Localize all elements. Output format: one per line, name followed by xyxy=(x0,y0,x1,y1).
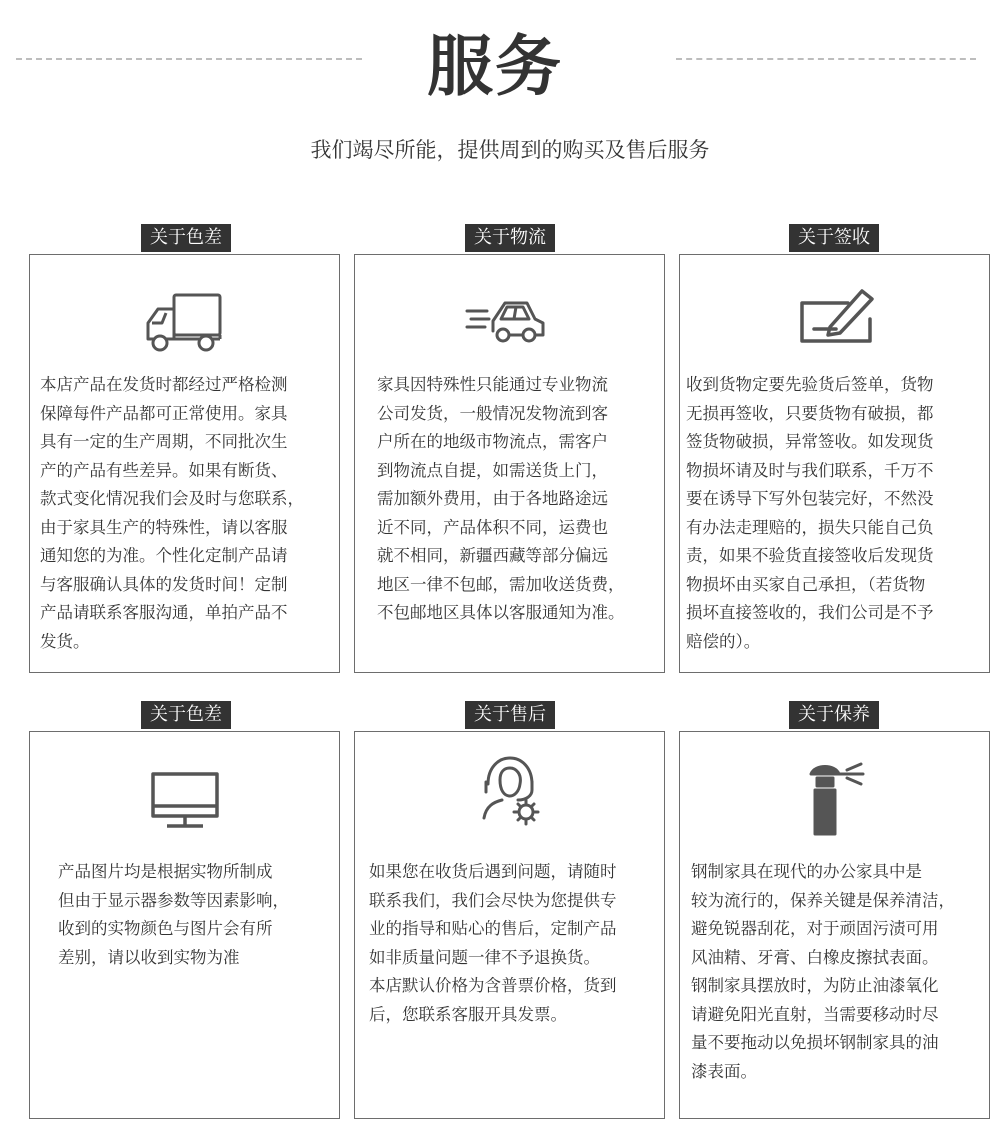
card-line: 公司发货，一般情况发物流到客 xyxy=(377,403,608,423)
card-line: 无损再签收，只要货物有破损，都 xyxy=(686,403,934,423)
spray-bottle-icon xyxy=(680,760,989,840)
card-line: 联系我们，我们会尽快为您提供专 xyxy=(369,890,617,910)
card-line: 收到的实物颜色与图片会有所 xyxy=(58,919,273,938)
card-line: 产品请联系客服沟通，单拍产品不 xyxy=(40,603,288,622)
card-line: 不包邮地区具体以客服通知为准。 xyxy=(377,603,625,622)
card-tag-sign-receipt: 关于签收 xyxy=(789,224,879,252)
card-line: 需加额外费用，由于各地路途远 xyxy=(377,489,608,508)
card-text xyxy=(369,858,617,1029)
card-logistics xyxy=(354,254,665,673)
card-after-sales xyxy=(354,731,665,1119)
card-line: 后，您联系客服开具发票。 xyxy=(369,1004,567,1024)
card-line: 通知您的为准。个性化定制产品请 xyxy=(40,546,288,565)
card-line: 保障每件产品都可正常使用。家具 xyxy=(40,403,288,423)
card-line: 请避免阳光直射，当需要移动时尽 xyxy=(691,1004,939,1024)
card-line: 赔偿的）。 xyxy=(686,631,761,651)
card-line: 本店默认价格为含普票价格，货到 xyxy=(369,976,617,995)
card-line: 钢制家具摆放时，为防止油漆氧化 xyxy=(691,976,939,995)
card-line: 物损坏由买家自己承担，（若货物 xyxy=(686,574,926,594)
card-line: 签货物破损，异常签收。如发现货 xyxy=(686,432,934,451)
card-line: 近不同，产品体积不同，运费也 xyxy=(377,517,608,537)
card-line: 与客服确认具体的发货时间！定制 xyxy=(40,574,288,594)
card-line: 收到货物定要先验货后签单，货物 xyxy=(686,375,934,394)
card-line: 漆表面。 xyxy=(691,1061,757,1081)
card-line: 由于家具生产的特殊性，请以客服 xyxy=(40,517,288,537)
card-line: 责，如果不验货直接签收后发现货 xyxy=(686,546,934,565)
card-line: 就不相同，新疆西藏等部分偏远 xyxy=(377,546,608,565)
card-line: 家具因特殊性只能通过专业物流 xyxy=(377,375,608,394)
card-tag-maintenance: 关于保养 xyxy=(789,701,879,729)
card-text xyxy=(58,858,289,972)
card-line: 产品图片均是根据实物所制成 xyxy=(58,862,273,881)
card-line: 如非质量问题一律不予退换货。 xyxy=(369,947,600,967)
card-line: 避免锐器刮花，对于顽固污渍可用 xyxy=(691,919,939,938)
sign-pen-icon xyxy=(680,283,989,363)
card-text xyxy=(686,371,934,656)
card-line: 业的指导和贴心的售后，定制产品 xyxy=(369,919,617,938)
card-line: 到物流点自提，如需送货上门， xyxy=(377,460,608,480)
card-line: 但由于显示器参数等因素影响， xyxy=(58,890,289,910)
card-line: 本店产品在发货时都经过严格检测 xyxy=(40,375,288,394)
truck-icon xyxy=(30,287,339,367)
page-subtitle: 我们竭尽所能，提供周到的购买及售后服务 xyxy=(310,138,710,162)
card-maintenance xyxy=(679,731,990,1119)
card-line: 钢制家具在现代的办公家具中是 xyxy=(691,862,922,881)
card-line: 较为流行的，保养关键是保养清洁， xyxy=(691,890,955,910)
card-line: 量不要拖动以免损坏钢制家具的油 xyxy=(691,1033,939,1052)
card-color-difference-2 xyxy=(29,731,340,1119)
card-line: 损坏直接签收的，我们公司是不予 xyxy=(686,603,934,622)
card-tag-logistics: 关于物流 xyxy=(465,224,555,252)
card-line: 款式变化情况我们会及时与您联系， xyxy=(40,489,304,508)
card-line: 具有一定的生产周期，不同批次生 xyxy=(40,432,288,451)
card-color-difference xyxy=(29,254,340,673)
card-text xyxy=(691,858,955,1086)
card-line: 发货。 xyxy=(40,631,90,651)
card-tag-color-difference-2: 关于色差 xyxy=(141,701,231,729)
card-tag-after-sales: 关于售后 xyxy=(465,701,555,729)
card-line: 如果您在收货后遇到问题，请随时 xyxy=(369,862,617,881)
card-line: 产的产品有些差异。如果有断货、 xyxy=(40,460,288,480)
monitor-icon xyxy=(30,768,339,848)
card-line: 风油精、牙膏、白橡皮擦拭表面。 xyxy=(691,947,939,967)
card-line: 有办法走理赔的，损失只能自己负 xyxy=(686,517,934,537)
card-line: 差别，请以收到实物为准 xyxy=(58,947,240,967)
card-text xyxy=(40,371,304,656)
card-line: 要在诱导下写外包装完好，不然没 xyxy=(686,489,934,508)
card-line: 户所在的地级市物流点，需客户 xyxy=(377,432,608,451)
card-text xyxy=(377,371,625,628)
card-line: 物损坏请及时与我们联系，千万不 xyxy=(686,460,934,480)
card-line: 地区一律不包邮，需加收送货费， xyxy=(377,574,625,594)
customer-service-icon xyxy=(355,748,664,828)
card-tag-color-difference: 关于色差 xyxy=(141,224,231,252)
page-title: 服务 xyxy=(427,28,563,105)
delivery-car-icon xyxy=(355,291,664,371)
card-sign-receipt xyxy=(679,254,990,673)
